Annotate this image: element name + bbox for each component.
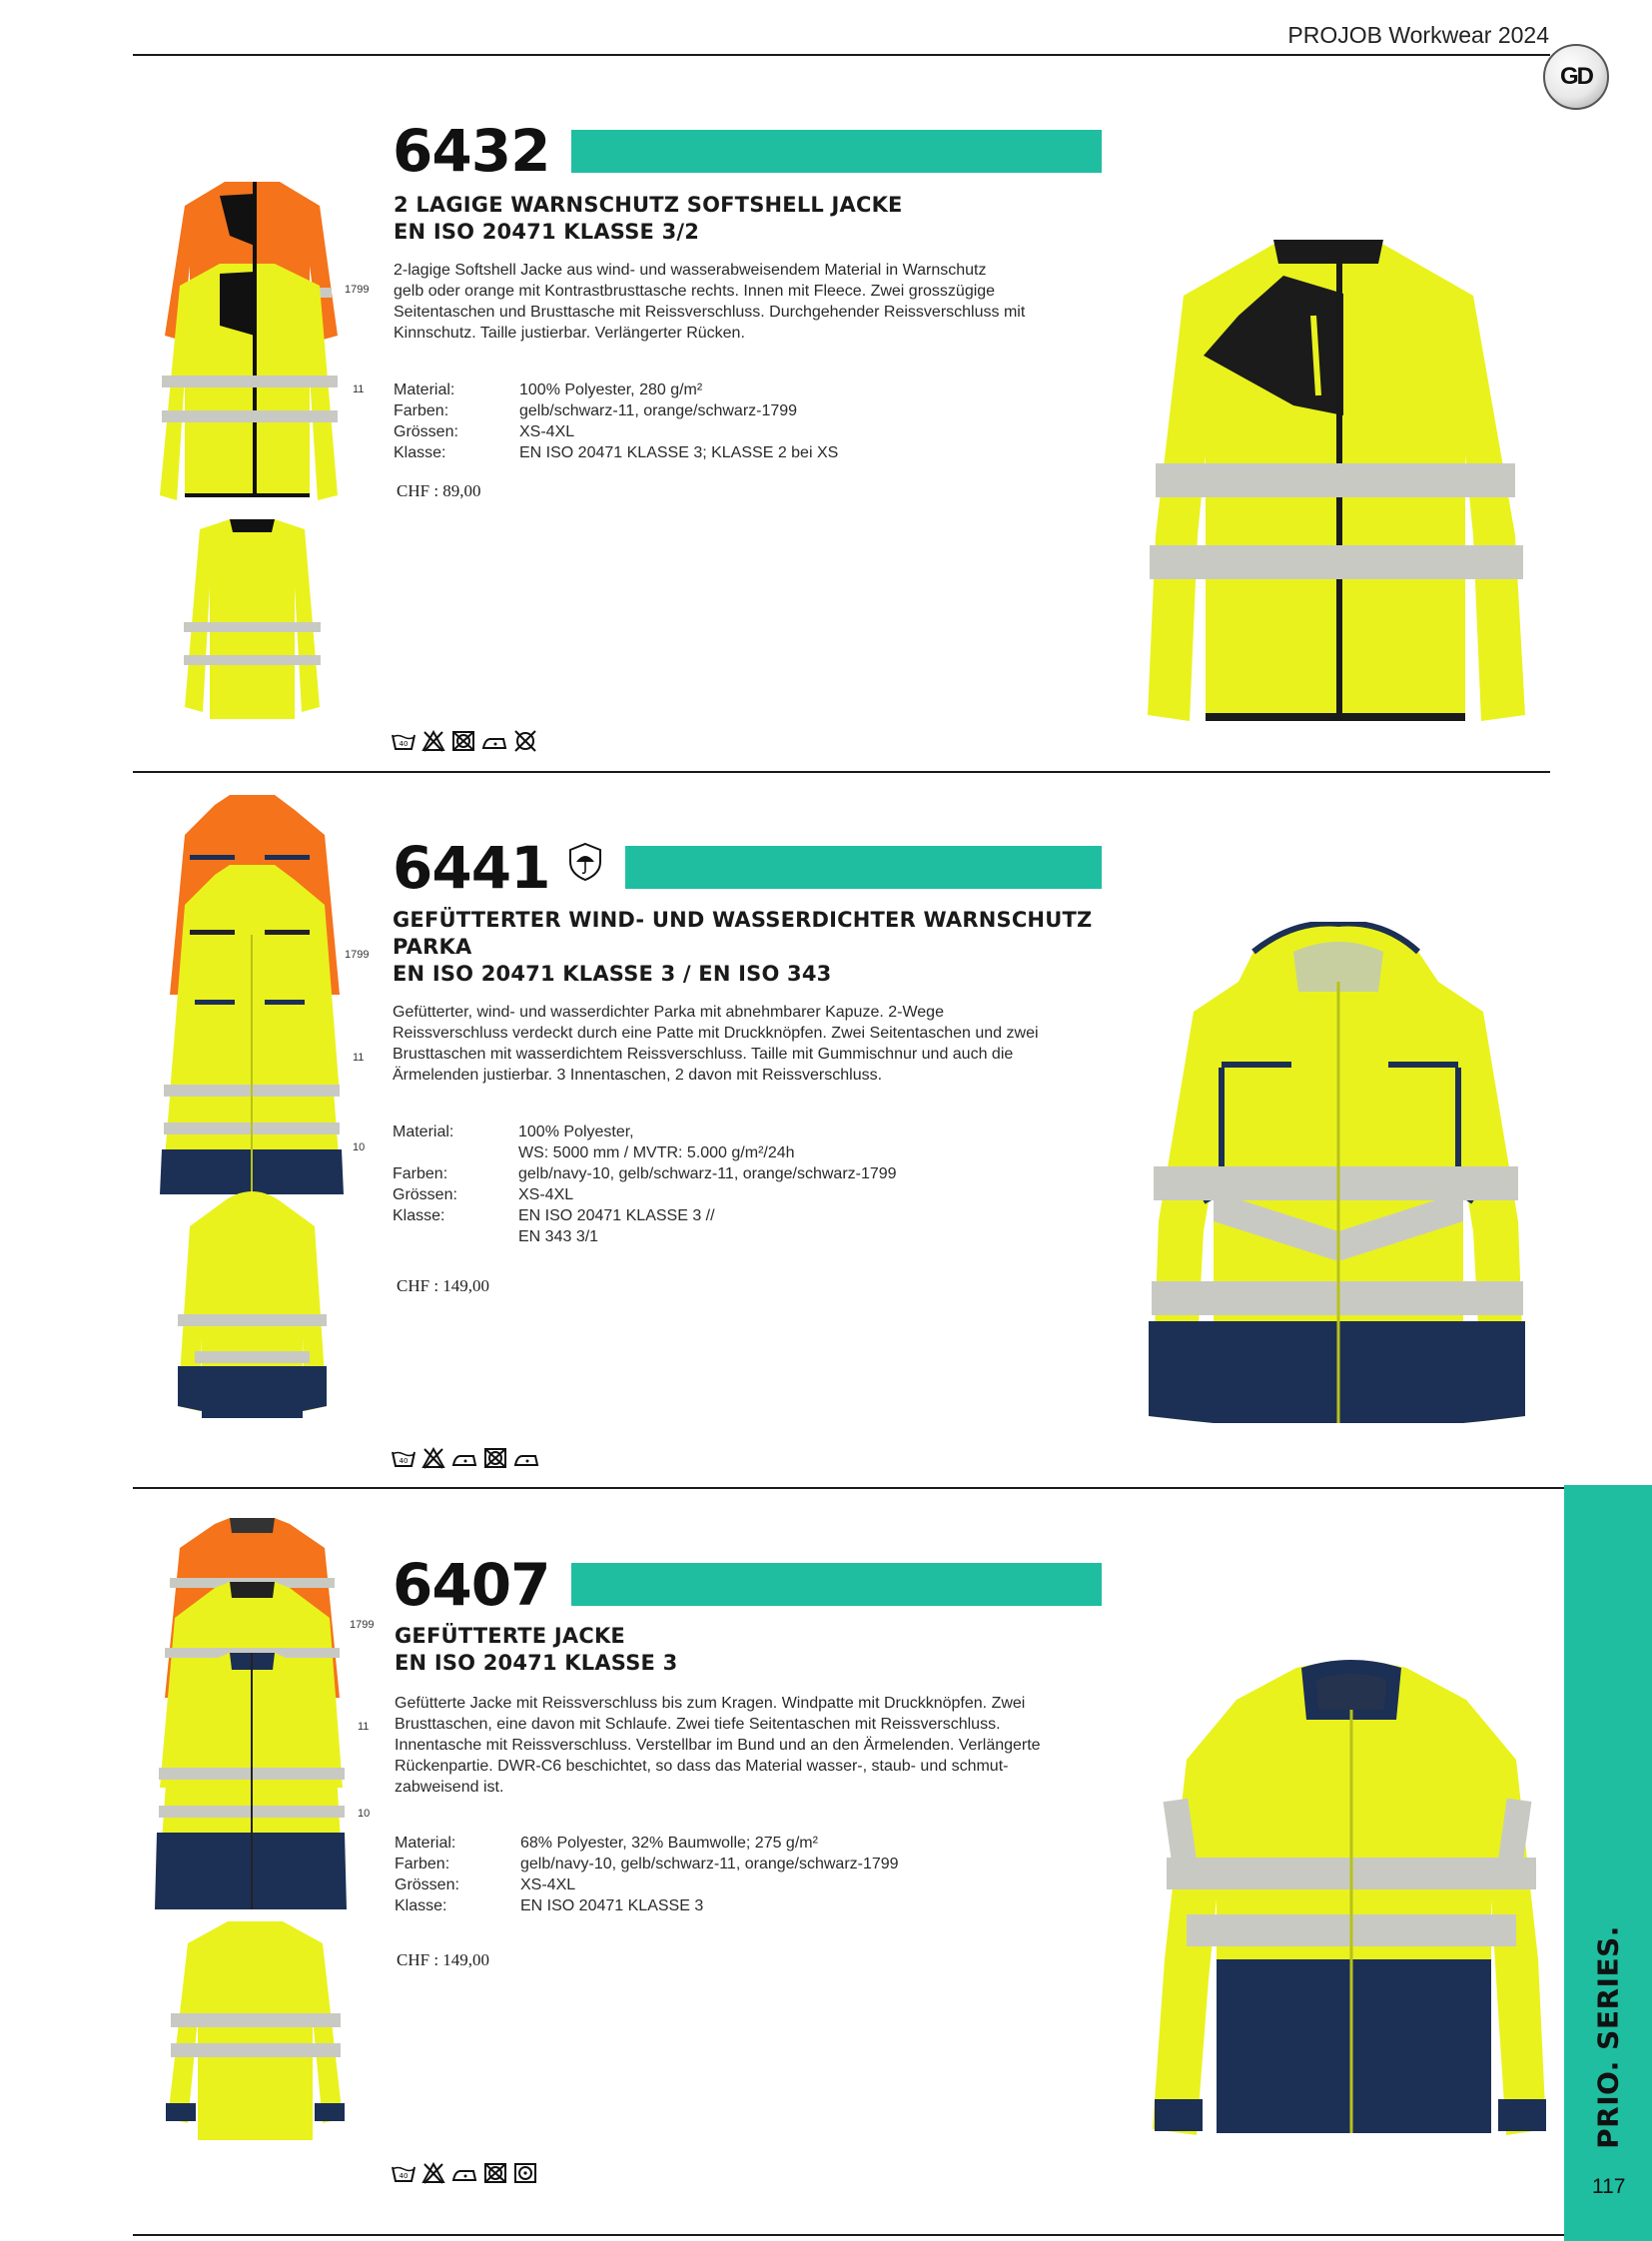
- color-code-label: 1799: [345, 949, 370, 961]
- iron-low-icon: [481, 731, 507, 751]
- footer-rule: [133, 2234, 1564, 2236]
- svg-text:40: 40: [399, 1457, 409, 1465]
- iron-low-icon: [513, 1448, 539, 1468]
- product-description: Gefütterte Jacke mit Reissverschluss bis zum Kragen. Windpatte mit Druckknöpfen. Zwei Brusttaschen, eine davon mit Schlaufe. Zwei tiefe Seitentaschen mit Reissverschluss. Innentasche mit Reissverschluss. Verstellbar im Bund und an den Ärmelenden. Verlängerte Rückenpartie. DWR-C6 beschichtet, so dass das Material wasser-, staub- und schmut- zabweisend ist.: [395, 1695, 1041, 1796]
- iron-low-icon: [451, 1448, 477, 1468]
- product-6407-color-variants-image: [155, 1518, 350, 1912]
- page-number: 117: [1592, 2175, 1626, 2198]
- page-header-title: PROJOB Workwear 2024: [1287, 22, 1549, 48]
- no-bleach-icon: [421, 1447, 445, 1469]
- no-bleach-icon: [421, 2162, 445, 2184]
- product-description: Gefütterter, wind- und wasserdichter Parka mit abnehmbarer Kapuze. 2-Wege Reissverschluss verdeckt durch eine Patte mit Druckknöpfen. Zwei Seitentaschen und zwei Brusttaschen mit wasserdichtem Reissverschluss. Taille mit Gummischnur und auch die Ärmelenden justierbar. 3 Innentaschen, 2 davon mit Reissverschluss.: [393, 1004, 1039, 1084]
- product-6441-back-view-image: [175, 1186, 330, 1426]
- header-rule: [133, 54, 1550, 56]
- product-title: GEFÜTTERTER WIND- UND WASSERDICHTER WARNSCHUTZ PARKA EN ISO 20471 KLASSE 3 / EN ISO 343: [393, 908, 1093, 986]
- product-specs: Material: 68% Polyester, 32% Baumwolle; 275 g/m² Farben: gelb/navy-10, gelb/schwarz-11, orange/schwarz-1799 Grössen: XS-4XL Klasse: EN ISO 20471 KLASSE 3: [395, 1835, 899, 1914]
- product-number: 6432: [393, 117, 550, 185]
- product-number: 6441: [393, 834, 550, 902]
- care-symbols: [392, 730, 537, 752]
- accent-bar: [625, 846, 1102, 889]
- color-code-label: 1799: [350, 1619, 375, 1631]
- product-title: GEFÜTTERTE JACKE EN ISO 20471 KLASSE 3: [395, 1624, 678, 1675]
- iron-low-icon: [451, 2163, 477, 2183]
- product-6432-color-variants-image: [160, 176, 350, 505]
- product-6407-back-view-image: [163, 1918, 348, 2143]
- section-divider: [133, 1487, 1564, 1489]
- color-code-label: 11: [358, 1721, 370, 1733]
- product-6432-back-view-image: [180, 517, 325, 722]
- wash-40-icon: [392, 2163, 415, 2183]
- section-side-tab-label: PRIO. SERIES.: [1591, 1925, 1625, 2149]
- product-6407-main-image: [1147, 1660, 1546, 2137]
- brand-logo: GD: [1543, 44, 1609, 110]
- color-code-label: 10: [358, 1808, 371, 1820]
- umbrella-shield-icon: [568, 842, 602, 882]
- wash-40-icon: [392, 731, 415, 751]
- svg-text:40: 40: [399, 2172, 409, 2180]
- no-tumble-dry-icon: [451, 730, 475, 752]
- product-number: 6407: [393, 1551, 550, 1619]
- no-tumble-dry-icon: [483, 1447, 507, 1469]
- product-specs: Material: 100% Polyester, 280 g/m² Farben: gelb/schwarz-11, orange/schwarz-1799 Grössen: XS-4XL Klasse: EN ISO 20471 KLASSE 3; KLASSE 2 bei XS: [394, 381, 839, 461]
- tumble-dry-low-icon: [513, 2162, 537, 2184]
- color-code-label: 1799: [345, 284, 370, 296]
- product-title: 2 LAGIGE WARNSCHUTZ SOFTSHELL JACKE EN ISO 20471 KLASSE 3/2: [394, 193, 903, 244]
- color-code-label: 10: [353, 1141, 366, 1153]
- no-bleach-icon: [421, 730, 445, 752]
- no-dry-clean-icon: [513, 730, 537, 752]
- color-code-label: 11: [353, 1052, 365, 1064]
- svg-text:40: 40: [399, 740, 409, 748]
- wash-40-icon: [392, 1448, 415, 1468]
- accent-bar: [571, 1563, 1102, 1606]
- product-6432-main-image: [1144, 236, 1528, 725]
- product-price: CHF : 89,00: [397, 481, 481, 500]
- color-code-label: 11: [353, 383, 365, 395]
- product-6441-main-image: [1144, 922, 1528, 1426]
- care-symbols: [392, 1447, 539, 1469]
- product-description: 2-lagige Softshell Jacke aus wind- und wasserabweisendem Material in Warnschutz gelb oder orange mit Kontrastbrusttasche rechts. Innen mit Fleece. Zwei grosszügige Seitentaschen und Brusttasche mit Reissverschluss. Durchgehender Reissverschluss mit Kinnschutz. Taille justierbar. Verlängerter Rücken.: [394, 262, 1026, 342]
- product-price: CHF : 149,00: [397, 1276, 490, 1295]
- care-symbols: [392, 2162, 537, 2184]
- product-6441-color-variants-image: [160, 795, 350, 1199]
- accent-bar: [571, 130, 1102, 173]
- product-price: CHF : 149,00: [397, 1950, 490, 1969]
- product-specs: Material: 100% Polyester, WS: 5000 mm / MVTR: 5.000 g/m²/24h Farben: gelb/navy-10, gelb/schwarz-11, orange/schwarz-1799 Grössen: XS-4XL Klasse: EN ISO 20471 KLASSE 3 // EN 343 3/1: [393, 1123, 897, 1245]
- no-tumble-dry-icon: [483, 2162, 507, 2184]
- section-divider: [133, 771, 1550, 773]
